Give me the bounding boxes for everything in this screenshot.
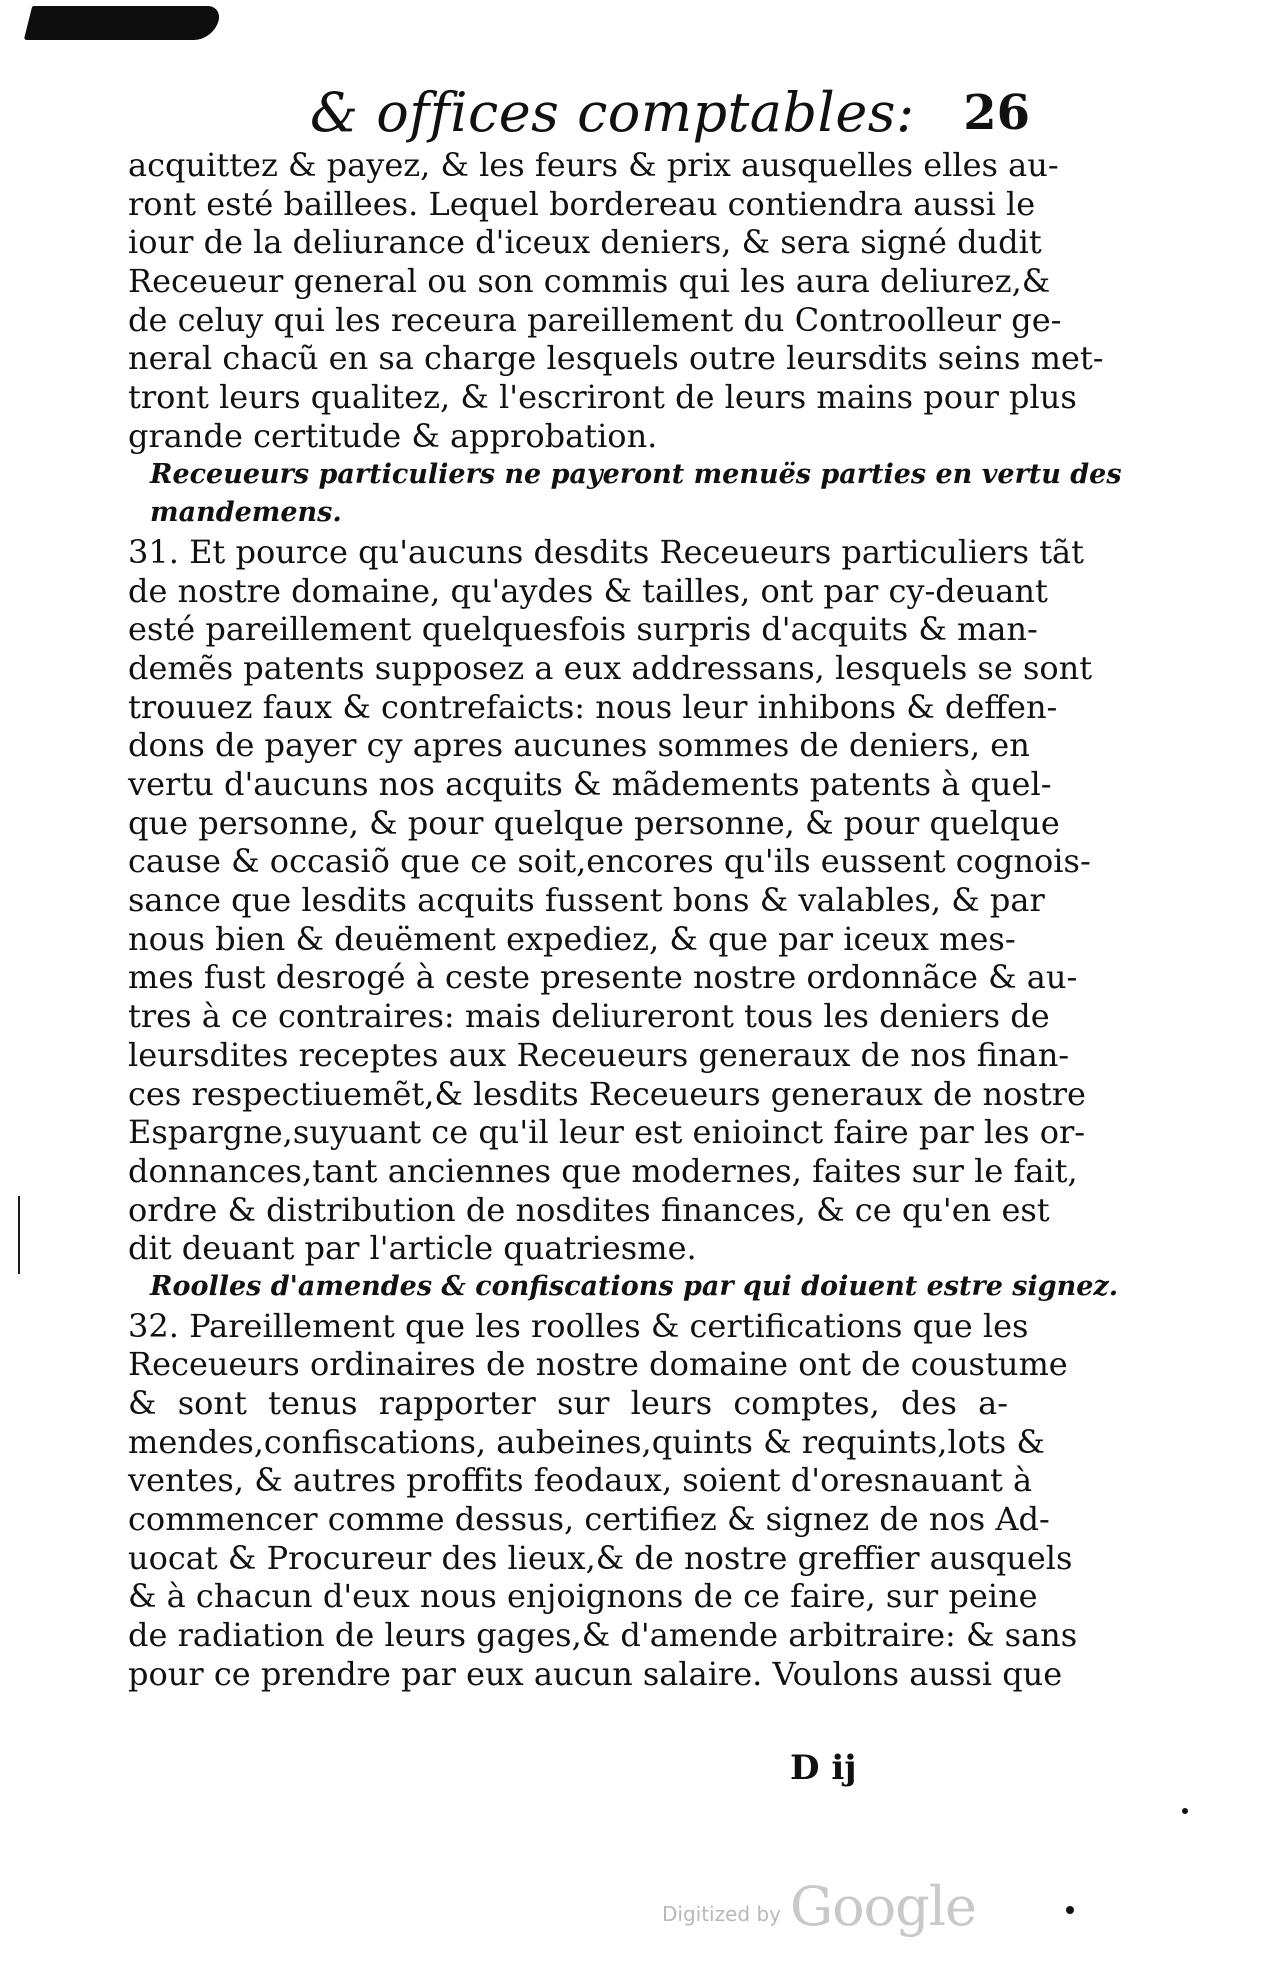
text-line: & à chacun d'eux nous enjoignons de ce faire, sur peine	[128, 1577, 1038, 1616]
margin-rule	[18, 1196, 20, 1274]
text-line: dit deuant par l'article quatriesme.	[128, 1229, 697, 1268]
text-line: tront leurs qualitez, & l'escriront de leurs mains pour plus	[128, 378, 1077, 417]
text-line: de nostre domaine, qu'aydes & tailles, ont par cy-deuant	[128, 571, 1048, 610]
marginal-rubric: Receueurs particuliers ne payeront menuës parties en vertu des	[150, 458, 1122, 490]
body-text	[128, 146, 1122, 1694]
text-line: esté pareillement quelquesfois surpris d'acquits & man-	[128, 610, 1038, 649]
text-line: 31. Et pource qu'aucuns desdits Receueurs particuliers tãt	[128, 532, 1084, 571]
digitized-watermark	[662, 1868, 992, 1938]
text-line: demẽs patents supposez a eux addressans, lesquels se sont	[128, 648, 1093, 687]
watermark-brand: Google	[790, 1875, 976, 1938]
text-line: neral chacũ en sa charge lesquels outre leursdits seins met-	[128, 339, 1104, 378]
ink-smudge	[24, 6, 222, 40]
text-line: mendes,confiscations, aubeines,quints & requints,lots &	[128, 1422, 1045, 1461]
text-line: grande certitude & approbation.	[128, 416, 658, 455]
text-line: nous bien & deuëment expediez, & que par iceux mes-	[128, 919, 1016, 958]
marginal-rubric: mandemens.	[150, 497, 342, 529]
text-line: dons de payer cy apres aucunes sommes de deniers, en	[128, 726, 1030, 765]
text-line: trouuez faux & contrefaicts: nous leur inhibons & deffen-	[128, 687, 1058, 726]
text-line: de radiation de leurs gages,& d'amende arbitraire: & sans	[128, 1616, 1078, 1655]
text-line: commencer comme dessus, certifiez & signez de nos Ad-	[128, 1500, 1050, 1539]
text-line: 32. Pareillement que les roolles & certifications que les	[128, 1306, 1029, 1345]
text-line: tres à ce contraires: mais deliureront tous les deniers de	[128, 997, 1050, 1036]
text-line: Espargne,suyuant ce qu'il leur est enioinct faire par les or-	[128, 1113, 1086, 1152]
text-line: vertu d'aucuns nos acquits & mãdements patents à quel-	[128, 765, 1052, 803]
signature-mark: D ij	[790, 1748, 857, 1788]
text-line: uocat & Procureur des lieux,& de nostre greffier ausquels	[128, 1538, 1073, 1577]
marginal-rubric: Roolles d'amendes & confiscations par qui doiuent estre signez.	[150, 1270, 1119, 1302]
text-line: ordre & distribution de nosdites finances, & ce qu'en est	[128, 1190, 1050, 1229]
text-line: Receueur general ou son commis qui les aura deliurez,&	[128, 262, 1051, 301]
text-line: ront esté baillees. Lequel bordereau contiendra aussi le	[128, 184, 1036, 223]
text-line: pour ce prendre par eux aucun salaire. Voulons aussi que	[128, 1654, 1063, 1693]
text-line: cause & occasiõ que ce soit,encores qu'ils eussent cognois-	[128, 842, 1091, 881]
text-line: sance que lesdits acquits fussent bons & valables, & par	[128, 881, 1045, 920]
running-head	[310, 78, 1030, 148]
text-line: & sont tenus rapporter sur leurs comptes, des a-	[128, 1384, 1008, 1422]
text-line: leursdites receptes aux Receueurs generaux de nos finan-	[128, 1035, 1070, 1074]
text-line: iour de la deliurance d'iceux deniers, & sera signé dudit	[128, 223, 1042, 262]
stray-dot	[1182, 1808, 1188, 1814]
text-line: ces respectiuemẽt,& lesdits Receueurs generaux de nostre	[128, 1074, 1086, 1113]
page-number: 26	[963, 85, 1030, 141]
running-head-title: & offices comptables:	[310, 81, 915, 144]
text-line: de celuy qui les receura pareillement du Controolleur ge-	[128, 300, 1062, 339]
text-line: donnances,tant anciennes que modernes, faites sur le fait,	[128, 1151, 1078, 1190]
text-line: ventes, & autres proffits feodaux, soient d'oresnauant à	[128, 1461, 1033, 1500]
watermark-prefix: Digitized by	[662, 1902, 781, 1926]
text-line: que personne, & pour quelque personne, & pour quelque	[128, 803, 1060, 842]
text-line: Receueurs ordinaires de nostre domaine ont de coustume	[128, 1345, 1068, 1384]
text-line: acquittez & payez, & les feurs & prix ausquelles elles au-	[128, 146, 1059, 184]
stray-dot	[1066, 1906, 1074, 1914]
text-line: mes fust desrogé à ceste presente nostre ordonnãce & au-	[128, 958, 1078, 997]
